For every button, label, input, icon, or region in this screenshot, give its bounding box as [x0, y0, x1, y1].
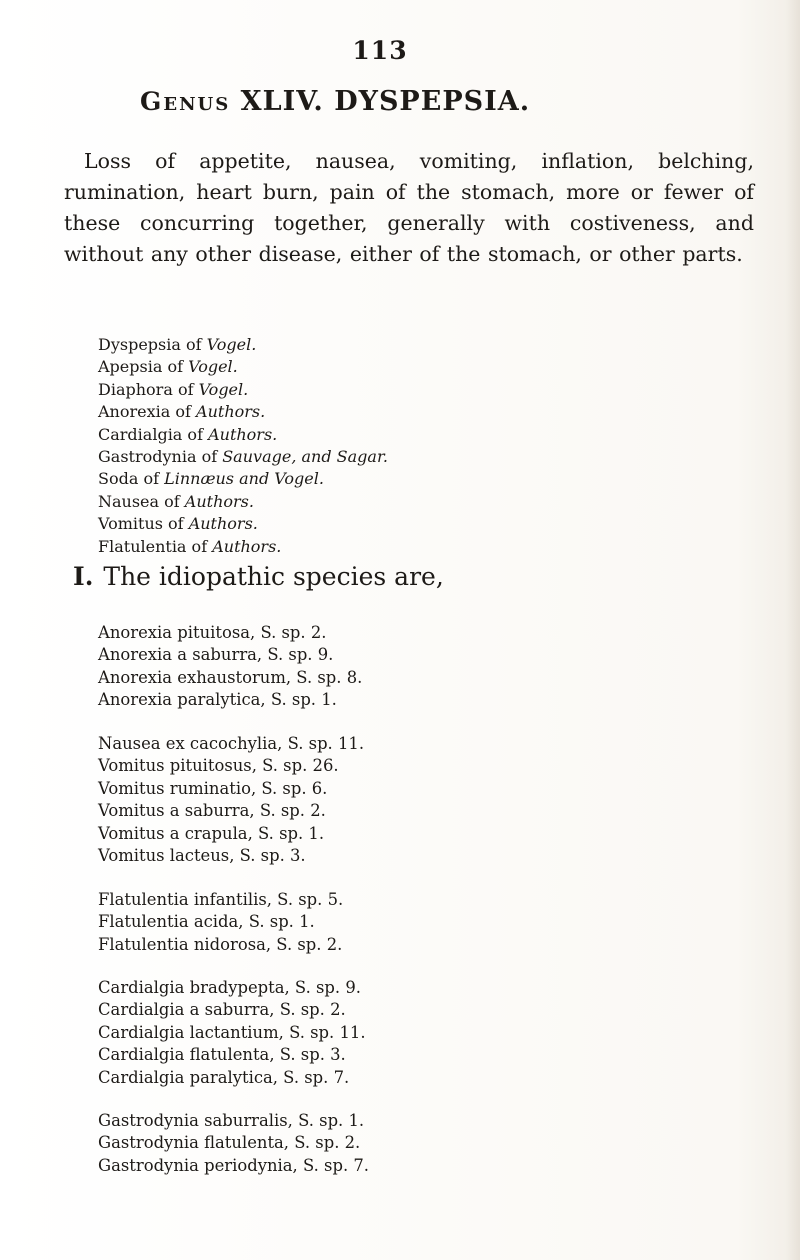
species-entry: Cardialgia bradypepta, S. sp. 9.: [98, 978, 361, 997]
species-group: [98, 889, 658, 956]
species-entry: Nausea ex cacochylia, S. sp. 11.: [98, 734, 365, 753]
synonym-authority: Authors.: [212, 536, 282, 556]
species-entry: Cardialgia paralytica, S. sp. 7.: [98, 1067, 350, 1087]
synonym-line: [98, 446, 698, 468]
synonym-name: Nausea of: [98, 491, 180, 511]
synonym-authority: Authors.: [208, 424, 278, 444]
synonym-authority: Linnæus and Vogel.: [164, 469, 324, 489]
synonym-line: [98, 424, 698, 446]
species-entry: Vomitus lacteus, S. sp. 3.: [98, 846, 306, 866]
species-entry: Gastrodynia flatulenta, S. sp. 2.: [98, 1133, 361, 1153]
synonym-line: [98, 468, 698, 490]
synonym-name: Anorexia of: [98, 402, 191, 422]
synonym-name: Soda of: [98, 469, 160, 489]
species-entry: Anorexia paralytica, S. sp. 1.: [98, 690, 337, 710]
idiopathic-number: I.: [73, 562, 94, 591]
synonym-line: [98, 401, 698, 423]
species-entry: Vomitus a saburra, S. sp. 2.: [98, 801, 326, 821]
genus-name: DYSPEPSIA.: [334, 86, 531, 117]
species-entry: Gastrodynia periodynia, S. sp. 7.: [98, 1155, 370, 1175]
synonym-authority: Vogel.: [188, 357, 238, 377]
species-entry: Vomitus ruminatio, S. sp. 6.: [98, 778, 328, 798]
species-entry: Vomitus pituitosus, S. sp. 26.: [98, 756, 339, 776]
synonym-line: [98, 379, 698, 401]
synonym-authority: Authors.: [196, 402, 266, 422]
species-group: [98, 977, 658, 1089]
genus-definition: Loss of appetite, nausea, vomiting, inflation, belching, rumination, heart burn, pain of the stomach, more or fewer of these concurring together, generally with costiveness, and without any other disease, either of the stomach, or other parts.: [64, 149, 754, 266]
species-group: [98, 733, 658, 867]
species-entry: Gastrodynia saburralis, S. sp. 1.: [98, 1111, 365, 1130]
species-entry: Flatulentia nidorosa, S. sp. 2.: [98, 934, 343, 954]
species-entry: Anorexia a saburra, S. sp. 9.: [98, 645, 334, 665]
synonym-name: Dyspepsia of: [98, 335, 202, 354]
synonym-name: Apepsia of: [98, 357, 184, 377]
synonym-authority: Authors.: [188, 514, 258, 534]
idiopathic-heading: [73, 562, 444, 591]
synonym-name: Gastrodynia of: [98, 447, 218, 467]
idiopathic-text: The idiopathic species are,: [103, 562, 444, 591]
synonym-line: [98, 536, 698, 558]
genus-heading: [140, 86, 700, 117]
page-number: 113: [352, 36, 408, 65]
species-group: [98, 622, 658, 712]
species-entry: Flatulentia acida, S. sp. 1.: [98, 912, 315, 932]
species-entry: Anorexia pituitosa, S. sp. 2.: [98, 623, 327, 642]
species-entry: Vomitus a crapula, S. sp. 1.: [98, 823, 325, 843]
synonym-authority: Sauvage, and Sagar.: [222, 447, 388, 467]
genus-word: Genus: [140, 87, 231, 116]
synonym-authority: Authors.: [184, 491, 254, 511]
synonym-line: [98, 513, 698, 535]
species-entry: Anorexia exhaustorum, S. sp. 8.: [98, 667, 363, 687]
species-entry: Cardialgia lactantium, S. sp. 11.: [98, 1022, 366, 1042]
synonym-authority: Vogel.: [198, 379, 249, 399]
species-entry: Cardialgia a saburra, S. sp. 2.: [98, 1000, 346, 1020]
synonym-name: Diaphora of: [98, 379, 194, 399]
synonym-name: Vomitus of: [98, 514, 184, 534]
genus-number: XLIV.: [240, 86, 324, 117]
synonym-line: [98, 491, 698, 513]
synonym-name: Flatulentia of: [98, 536, 208, 556]
synonym-list: [98, 334, 698, 558]
synonym-name: Cardialgia of: [98, 424, 203, 444]
species-group: [98, 1110, 658, 1177]
species-entry: Flatulentia infantilis, S. sp. 5.: [98, 890, 344, 909]
synonym-authority: Vogel.: [206, 335, 257, 354]
synonym-line: [98, 334, 698, 356]
page-edge-shadow: [786, 0, 800, 1260]
synonym-line: [98, 356, 698, 378]
species-entry: Cardialgia flatulenta, S. sp. 3.: [98, 1045, 346, 1065]
